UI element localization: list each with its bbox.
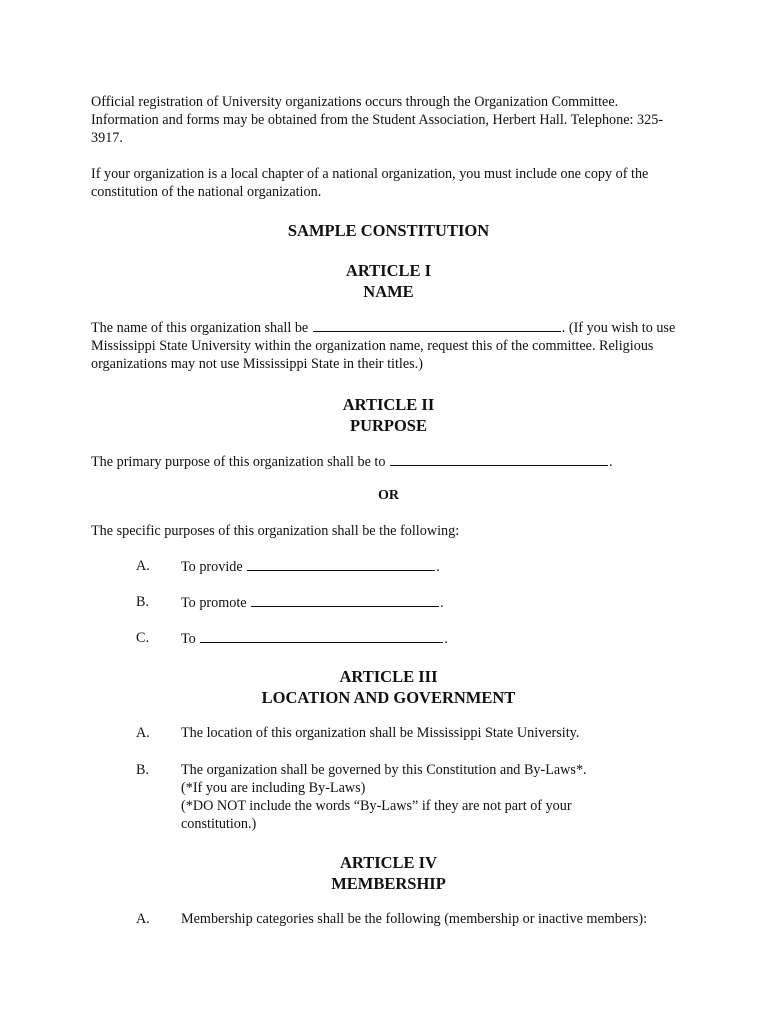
purpose-item-end: .: [444, 631, 448, 647]
government-line-3: (*DO NOT include the words “By-Laws” if they are not part of your constitution.): [181, 798, 572, 832]
purpose-item-text: [181, 557, 686, 576]
article-4-heading: MEMBERSHIP: [331, 874, 446, 893]
government-item-b: [136, 761, 686, 833]
primary-purpose-end: .: [609, 454, 613, 470]
location-item-label: A.: [136, 725, 150, 741]
article-1-text: [91, 318, 686, 373]
membership-item-label: A.: [136, 911, 150, 927]
purpose-item-label: B.: [136, 594, 150, 610]
intro-paragraph-national-chapter: If your organization is a local chapter of a national organization, you must include one copy of the constitution of the national organization.: [91, 166, 649, 200]
article-2-header: [91, 394, 686, 436]
primary-purpose-blank[interactable]: [390, 452, 608, 466]
purpose-item-end: .: [436, 559, 440, 575]
location-item-text: The location of this organization shall be Mississippi State University.: [181, 725, 580, 741]
purpose-item-prefix: To provide: [181, 559, 243, 575]
or-separator: OR: [378, 488, 399, 503]
to-blank[interactable]: [200, 629, 443, 643]
purpose-item-c: [136, 629, 686, 648]
article-1-text-before: The name of this organization shall be: [91, 320, 309, 336]
government-item-text: [181, 761, 686, 833]
intro-paragraph-registration: Official registration of University organizations occurs through the Organization Committee. Information and forms may be obtained from the Student Association, Herbert Hall. Telephone: 325-3917.: [91, 94, 664, 146]
purpose-item-end: .: [440, 595, 444, 611]
article-1-text-after: . (If you wish to use Mississippi State University within the organization name, request this of the committee. Religious organizations may not use Mississippi State in their titles.): [91, 320, 676, 372]
primary-purpose-line: [91, 452, 686, 471]
membership-item-text: Membership categories shall be the following (membership or inactive members):: [181, 911, 648, 927]
article-2-number: ARTICLE II: [342, 395, 435, 414]
document-title: SAMPLE CONSTITUTION: [287, 221, 490, 240]
promote-blank[interactable]: [251, 593, 439, 607]
article-2-heading: PURPOSE: [349, 416, 427, 435]
article-1-heading: NAME: [363, 282, 414, 301]
purpose-item-b: [136, 593, 686, 612]
government-line-2: (*If you are including By-Laws): [181, 780, 366, 796]
location-item-a: [136, 724, 686, 742]
article-4-header: [91, 852, 686, 894]
article-4-number: ARTICLE IV: [339, 853, 438, 872]
specific-purposes-intro: The specific purposes of this organization shall be the following:: [91, 523, 460, 539]
purpose-item-label: A.: [136, 558, 150, 574]
primary-purpose-text: The primary purpose of this organization shall be to: [91, 454, 386, 470]
purpose-item-label: C.: [136, 630, 150, 646]
purpose-item-a: [136, 557, 686, 576]
membership-item-a: [136, 910, 686, 928]
purpose-item-text: [181, 593, 686, 612]
article-3-header: [91, 666, 686, 708]
provide-blank[interactable]: [247, 557, 435, 571]
organization-name-blank[interactable]: [313, 318, 561, 332]
purpose-item-prefix: To: [181, 631, 196, 647]
article-3-heading: LOCATION AND GOVERNMENT: [261, 688, 516, 707]
government-item-label: B.: [136, 762, 150, 778]
article-1-header: [91, 260, 686, 302]
document-page: [91, 93, 686, 928]
purpose-item-prefix: To promote: [181, 595, 247, 611]
article-1-number: ARTICLE I: [345, 261, 432, 280]
government-line-1: The organization shall be governed by this Constitution and By-Laws*.: [181, 762, 587, 778]
purpose-item-text: [181, 629, 686, 648]
article-3-number: ARTICLE III: [339, 667, 438, 686]
